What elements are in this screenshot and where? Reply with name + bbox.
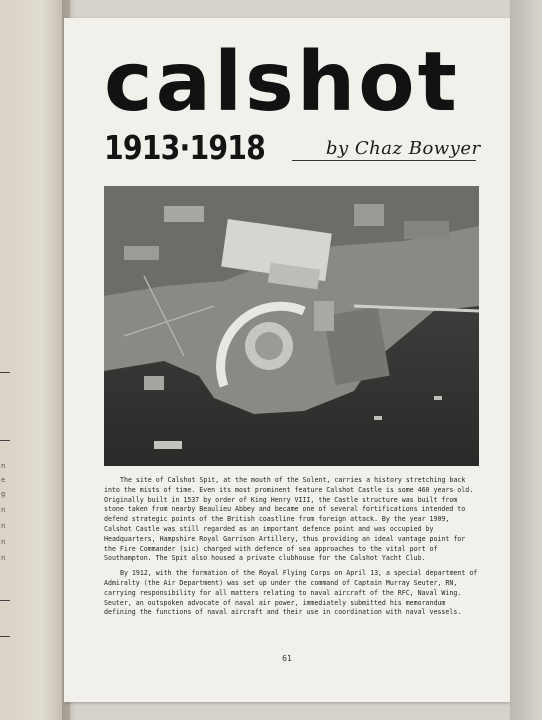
aerial-photo-calshot [104,186,479,466]
facing-page-rule [0,600,10,601]
facing-page-letter: e [1,476,6,484]
facing-page-letter: n [1,538,6,546]
facing-page-rule [0,372,10,373]
page-number: 61 [282,654,292,663]
article-byline: by Chaz Bowyer [326,138,481,159]
article-title: calshot [104,35,460,130]
facing-page-letter: n [1,522,6,530]
facing-page-rule [0,440,10,441]
magazine-page [64,18,510,702]
article-paragraph: The site of Calshot Spit, at the mouth of the Solent, carries a history stretching back into the mists of time. Even its most prominent feature Calshot Castle is some 460 years old. Originally built in 1537 by order of King Henry VIII, the Castle structure was built from stone taken from nearby Beaulieu Abbey and became one of several fortifications intended to defend strategic points of the British coastline from foreign attack. By the year 1909, Calshot Castle was still regarded as an important defence point and was occupied by Headquarters, Hampshire Royal Garrison Artillery, thus providing an ideal vantage point for the Fire Commander (sic) charged with defence of sea approaches to the vital port of Southampton. The Spit also housed a private clubhouse for the Calshot Yacht Club. [104,476,474,563]
background-edge [510,0,542,720]
byline-underline [292,160,476,161]
article-body [104,476,479,623]
facing-page-letter: n [1,462,6,470]
facing-page-letter: n [1,554,6,562]
facing-page-letter: n [1,506,6,514]
article-years: 1913·1918 [104,128,266,167]
facing-page-edge [0,0,70,720]
facing-page-rule [0,636,10,637]
article-paragraph: By 1912, with the formation of the Royal Flying Corps on April 13, a special department of Admiralty (the Air Department) was set up under the command of Captain Murray Seuter, RN, carrying responsibility for all matters relating to naval aircraft of the RFC, Naval Wing. Seuter, an outspoken advocate of naval air power, immediately submitted his memorandum defining the functions of naval aircraft and their use in coordination with naval vessels. [104,569,478,617]
facing-page-letter: g [1,490,6,498]
